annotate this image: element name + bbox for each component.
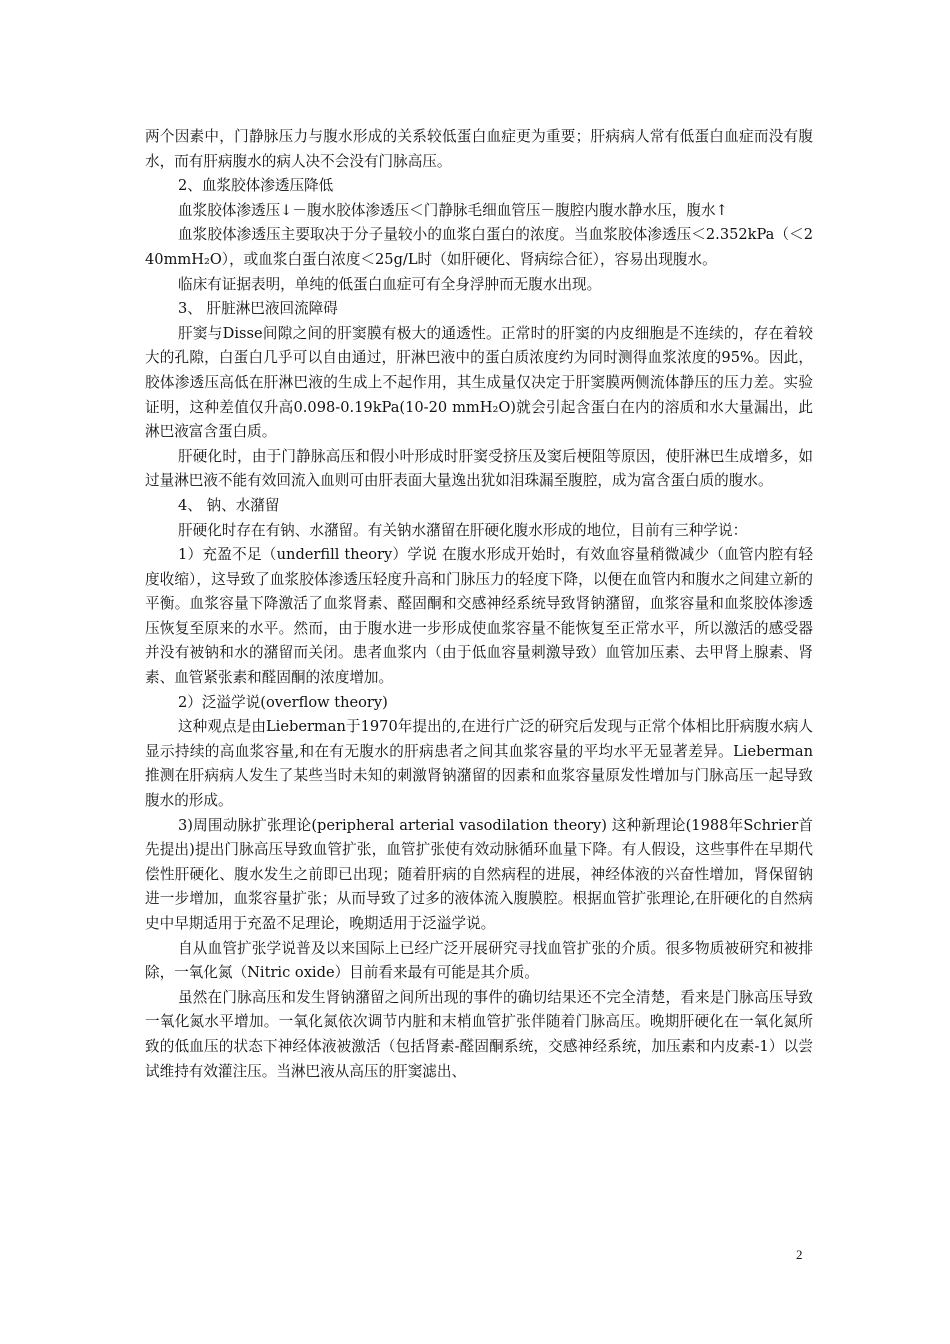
paragraph: 自从血管扩张学说普及以来国际上已经广泛开展研究寻找血管扩张的介质。很多物质被研究和被排除，一氧化氮（Nitric oxide）目前看来最有可能是其介质。 <box>145 939 813 982</box>
document-body <box>145 125 813 1084</box>
paragraph: 这种观点是由Lieberman于1970年提出的,在进行广泛的研究后发现与正常个体相比肝病腹水病人显示持续的高血浆容量,和在有无腹水的肝病患者之间其血浆容量的平均水平无显著差异。Lieberman推测在肝病病人发生了某些当时未知的刺激肾钠潴留的因素和血浆容量原发性增加与门脉高压一起导致腹水的形成。 <box>145 718 813 810</box>
paragraph: 肝窦与Disse间隙之间的肝窦膜有极大的通透性。正常时的肝窦的内皮细胞是不连续的，存在着较大的孔隙，白蛋白几乎可以自由通过，肝淋巴液中的蛋白质浓度约为同时测得血浆浓度的95%。因此，胶体渗透压高低在肝淋巴液的生成上不起作用，其生成量仅决定于肝窦膜两侧流体静压的压力差。实验证明，这种差值仅升高0.098-0.19kPa(10-20 mmH₂O)就会引起含蛋白在内的溶质和水大量漏出，此淋巴液富含蛋白质。 <box>145 324 813 441</box>
section-heading: 2、血浆胶体渗透压降低 <box>178 177 334 195</box>
section-heading: 3、 肝脏淋巴液回流障碍 <box>178 300 338 318</box>
paragraph: 血浆胶体渗透压主要取决于分子量较小的血浆白蛋白的浓度。当血浆胶体渗透压＜2.352kPa（＜240mmH₂O），或血浆白蛋白浓度＜25g/L时（如肝硬化、肾病综合征），容易出现腹水。 <box>145 226 813 268</box>
paragraph: 3)周围动脉扩张理论(peripheral arterial vasodilation theory) 这种新理论(1988年Schrier首先提出)提出门脉高压导致血管扩张，血管扩张使有效动脉循环血量下降。有人假设，这些事件在早期代偿性肝硬化、腹水发生之前即已出现；随着肝病的自然病程的进展，神经体液的兴奋性增加，肾保留钠进一步增加，血浆容量扩张；从而导致了过多的液体流入腹膜腔。根据血管扩张理论,在肝硬化的自然病史中早期适用于充盈不足理论，晚期适用于泛溢学说。 <box>145 816 813 932</box>
section-heading: 4、 钠、水潴留 <box>178 496 280 514</box>
paragraph: 虽然在门脉高压和发生肾钠潴留之间所出现的事件的确切结果还不完全清楚，看来是门脉高压导致一氧化氮水平增加。一氧化氮依次调节内脏和末梢血管扩张伴随着门脉高压。晚期肝硬化在一氧化氮所致的低血压的状态下神经体液被激活（包括肾素-醛固酮系统，交感神经系统，加压素和内皮素-1）以尝试维持有效灌注压。当淋巴液从高压的肝窦滤出、 <box>145 988 813 1080</box>
paragraph: 肝硬化时，由于门静脉高压和假小叶形成时肝窦受挤压及窦后梗阻等原因，使肝淋巴生成增多，如过量淋巴液不能有效回流入血则可由肝表面大量逸出犹如泪珠漏至腹腔，成为富含蛋白质的腹水。 <box>145 447 813 490</box>
paragraph: 血浆胶体渗透压↓－腹水胶体渗透压＜门静脉毛细血管压－腹腔内腹水静水压，腹水↑ <box>178 201 728 219</box>
paragraph: 临床有证据表明，单纯的低蛋白血症可有全身浮肿而无腹水出现。 <box>178 275 602 293</box>
paragraph: 1）充盈不足（underfill theory）学说 在腹水形成开始时，有效血容量稍微减少（血管内腔有轻度收缩），这导致了血浆胶体渗透压轻度升高和门脉压力的轻度下降，以便在血管内和腹水之间建立新的平衡。血浆容量下降激活了血浆肾素、醛固酮和交感神经系统导致肾钠潴留，血浆容量和血浆胶体渗透压恢复至原来的水平。然而，由于腹水进一步形成使血浆容量不能恢复至正常水平，所以激活的感受器并没有被钠和水的潴留而关闭。患者血浆内（由于低血容量刺激导致）血管加压素、去甲肾上腺素、肾素、血管紧张素和醛固酮的浓度增加。 <box>145 546 813 687</box>
page-number: 2 <box>796 1247 803 1262</box>
paragraph: 两个因素中，门静脉压力与腹水形成的关系较低蛋白血症更为重要；肝病病人常有低蛋白血症而没有腹水，而有肝病腹水的病人决不会没有门脉高压。 <box>145 128 813 170</box>
paragraph: 2）泛溢学说(overflow theory) <box>178 693 388 711</box>
paragraph: 肝硬化时存在有钠、水潴留。有关钠水潴留在肝硬化腹水形成的地位，目前有三种学说： <box>178 521 748 539</box>
